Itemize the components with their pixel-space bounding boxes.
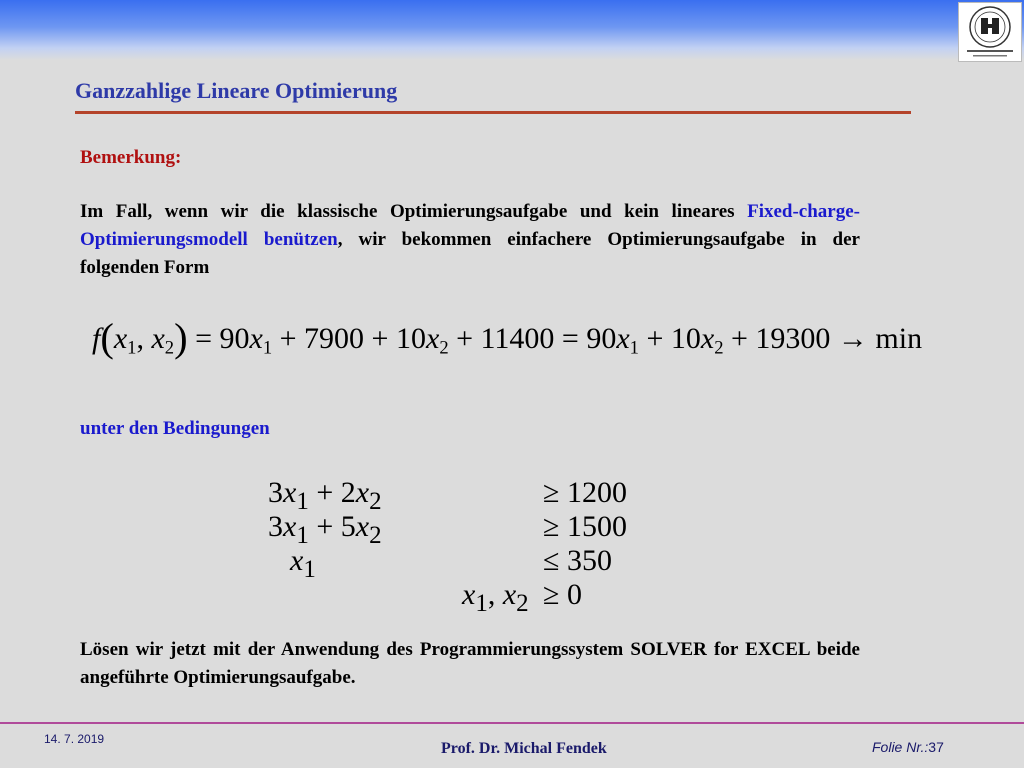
constraint-3-rhs: ≤ 350 [543, 544, 612, 577]
remark-label: Bemerkung: [80, 147, 182, 168]
constraint-sub: 1 [303, 556, 316, 583]
closing-paragraph: Lösen wir jetzt mit der Anwendung des Programmierungssystem SOLVER for EXCEL beide angeführte Optimierungsaufgabe. [80, 639, 860, 688]
constraint-sub: 1 [296, 488, 309, 515]
objective-term: = 90 [187, 321, 250, 355]
constraint-var: x [355, 476, 370, 509]
slide-title: Ganzzahlige Lineare Optimierung [75, 78, 398, 103]
objective-sub: 2 [714, 337, 724, 359]
intro-paragraph [80, 198, 860, 282]
intro-text-part1: Im Fall, wenn wir die klassische Optimierungsaufgabe und kein lineares [80, 201, 748, 222]
objective-sub: 1 [127, 337, 137, 359]
title-underline [75, 111, 911, 114]
constraint-sub: 2 [369, 522, 382, 549]
conditions-label: unter den Bedingungen [80, 418, 270, 439]
footer-date: 14. 7. 2019 [44, 732, 105, 746]
intro-text-part2: , wir bekommen einfachere Optimierungsaufgabe in der folgenden Form [80, 229, 860, 278]
objective-var: x [249, 321, 263, 355]
constraint-var: x [283, 476, 297, 509]
constraint-sub: 2 [516, 590, 529, 617]
objective-function: $f(x_1$, $x_2) = 90x_1 + 7900 + 10x_2 + 11400 = 90x_1 + 10x_2 + 19300 \to \min$ [92, 315, 923, 360]
constraint-4-rhs: ≥ 0 [543, 578, 582, 611]
constraint-var: x [462, 578, 476, 611]
constraint-var: x [355, 510, 370, 543]
objective-sub: 1 [629, 337, 639, 359]
constraint-coef: 3 [268, 476, 283, 509]
constraint-var: x [290, 544, 304, 577]
constraint-var: x [283, 510, 297, 543]
slide-number-value: 37 [928, 739, 944, 755]
constraint-coef: 3 [268, 510, 283, 543]
constraint-sub: 1 [296, 522, 309, 549]
constraint-4-lhs [462, 578, 529, 618]
constraint-sub: 2 [369, 488, 382, 515]
constraint-op: + 5 [308, 510, 356, 543]
objective-var: x [151, 321, 165, 355]
objective-var: x [425, 321, 440, 355]
footer-author: Prof. Dr. Michal Fendek [441, 740, 607, 757]
objective-sub: 2 [439, 337, 449, 359]
slide-number-label: Folie Nr.: [872, 739, 929, 755]
constraint-2-rhs: ≥ 1500 [543, 510, 627, 543]
constraint-1-rhs: ≥ 1200 [543, 476, 627, 509]
objective-term: + 10 [638, 321, 701, 355]
intro-highlight: Fixed-charge-Optimierungsmodell benützen [80, 201, 860, 250]
objective-term: + 19300 → min [723, 321, 923, 355]
objective-f: f [92, 321, 101, 355]
constraint-var: x [502, 578, 517, 611]
objective-var: x [700, 321, 715, 355]
footer-rule [0, 722, 1024, 724]
objective-term: + 7900 + 10 [272, 321, 426, 355]
objective-var: x [616, 321, 630, 355]
university-seal-icon [958, 2, 1022, 62]
constraint-sub: 1 [475, 590, 488, 617]
objective-sub: 2 [164, 337, 175, 359]
constraint-3-lhs [290, 544, 316, 584]
constraint-2-lhs [268, 510, 382, 550]
objective-var: x [113, 321, 128, 355]
objective-comma: , [136, 321, 144, 355]
header-gradient-bar [0, 0, 1024, 60]
constraint-comma: , [487, 578, 496, 611]
objective-term: + 11400 = 90 [448, 321, 617, 355]
constraint-op: + 2 [308, 476, 356, 509]
footer-slide-number [872, 739, 944, 755]
objective-sub: 1 [262, 337, 273, 359]
